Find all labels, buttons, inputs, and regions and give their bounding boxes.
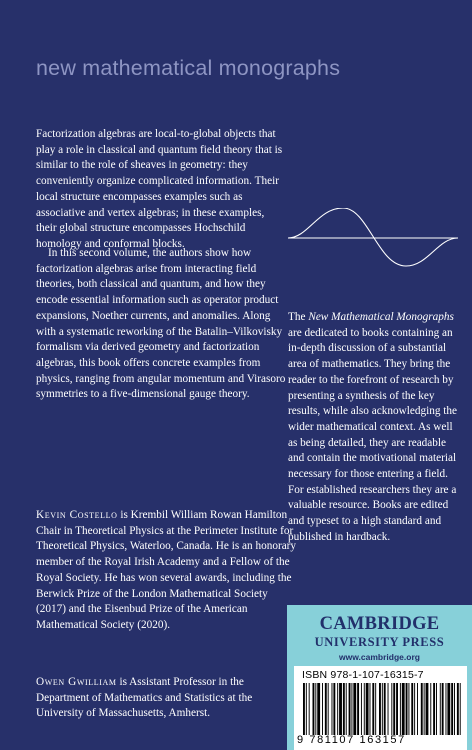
barcode-icon [303,683,461,739]
author-bio-costello [36,508,298,634]
isbn-label: ISBN 978-1-107-16315-7 [302,669,424,681]
barcode-bar [317,683,320,735]
series-description-prefix: The [288,311,309,323]
barcode-bar [400,683,401,735]
barcode-bar [366,683,369,735]
publisher-press: UNIVERSITY PRESS [314,635,445,649]
barcode-bar [328,683,329,735]
publisher-name: CAMBRIDGE [319,614,440,634]
barcode-bar [447,683,450,735]
series-title: new mathematical monographs [36,56,341,80]
barcode-bar [315,683,316,735]
barcode-bar [306,683,307,735]
barcode-bar [309,683,310,735]
sine-wave-curve [288,208,458,266]
barcode-bar [313,683,315,735]
barcode-bar [421,683,423,735]
series-description-name: New Mathematical Monographs [308,311,454,323]
barcode-bar [351,683,352,735]
author-name: Kevin Costello [36,509,118,521]
barcode-bar [396,683,398,735]
series-description [288,310,460,546]
barcode-bar [322,683,323,735]
barcode-bar [343,683,345,735]
barcode-bar [417,683,418,735]
series-description-body: are dedicated to books containing an in-depth discussion of a substantial area of mathematics. They bring the reader to the forefront of research by presenting a synthesis of the key results, while also acknowledging the wider mathematical context. As well as being detailed, they are readable and contain the motivational material necessary for those entering a field. For established researchers they are a valuable resource. Books are edited and typeset to a high standard and published in hardback. [288,326,458,543]
publisher-panel [287,605,472,750]
barcode-bar [424,683,425,735]
barcode-bar [332,683,333,735]
barcode-bar [442,683,444,735]
barcode-bar [379,683,381,735]
blurb-paragraph-1 [36,127,286,253]
sine-wave-decoration [288,208,458,268]
barcode-bar [454,683,455,735]
barcode-bar [361,683,362,735]
barcode-bar [346,683,347,735]
barcode-box [294,666,467,750]
barcode-bar [411,683,413,735]
barcode-bar [375,683,376,735]
barcode-bar [357,683,359,735]
barcode-bar [303,683,305,735]
barcode-bar [353,683,356,735]
barcode-bar [391,683,392,735]
blurb-paragraph-2 [36,246,288,403]
barcode-bar [384,683,386,735]
barcode-bar [457,683,459,735]
barcode-bar [440,683,441,735]
barcode-bar [339,683,342,735]
barcode-bar [325,683,327,735]
barcode-bar [451,683,453,735]
barcode-bar [372,683,374,735]
barcode-bar [446,683,447,735]
barcode-bar [460,683,461,735]
barcode-bar [370,683,371,735]
barcode-bar [414,683,415,735]
barcode-bar [393,683,395,735]
barcode-bar [337,683,338,735]
author-bio-gwilliam [36,675,298,722]
barcode-bar [333,683,335,735]
author-name: Owen Gwilliam [36,676,117,688]
blurb-paragraph-2-text: In this second volume, the authors show how factorization algebras arise from interacting field theories, both classical and quantum, and how they encode essential information such as operator product expansions, Noether currents, and anomalies. Along with a systematic reworking of the Batalin–Vilkovisky formalism via derived geometry and factorization algebras, this book offers concrete examples from physics, ranging from angular momentum and Virasoro symmetries to a five-dimensional gauge theory. [36,247,286,401]
blurb-paragraph-1-text: Factorization algebras are local-to-global objects that play a role in classical and quantum field theory that is similar to the role of sheaves in geometry: they conveniently organize complicated information. Their local structure encompasses examples such as associative and vertex algebras; in these examples, their global structure encompasses Hochschild homology and conformal blocks. [36,128,283,250]
barcode-bar [406,683,408,735]
barcode-bar [349,683,351,735]
barcode-bar [388,683,389,735]
barcode-bar [430,683,431,735]
author-bio-text: is Assistant Professor in the Department of Mathematics and Statistics at the University of Massachusetts, Amherst. [36,676,253,720]
publisher-url: www.cambridge.org [339,652,420,662]
barcode-bar [402,683,405,735]
barcode-bar [426,683,429,735]
barcode-bar [436,683,437,735]
barcode-bar [382,683,383,735]
author-bio-text: is Krembil William Rowan Hamilton Chair in Theoretical Physics at the Perimeter Institute for Theoretical Physics, Waterloo, Canada. He is an honorary member of the Royal Irish Academy and a Fellow of the Royal Society. He has won several awards, including the Berwick Prize of the London Mathematical Society (2017) and the Eisenbud Prize of the American Mathematical Society (2020). [36,509,297,631]
barcode-digits: 9 781107 163157 [297,734,406,746]
barcode-bar [433,683,435,735]
barcode-bar [408,683,409,735]
barcode-bar [364,683,365,735]
